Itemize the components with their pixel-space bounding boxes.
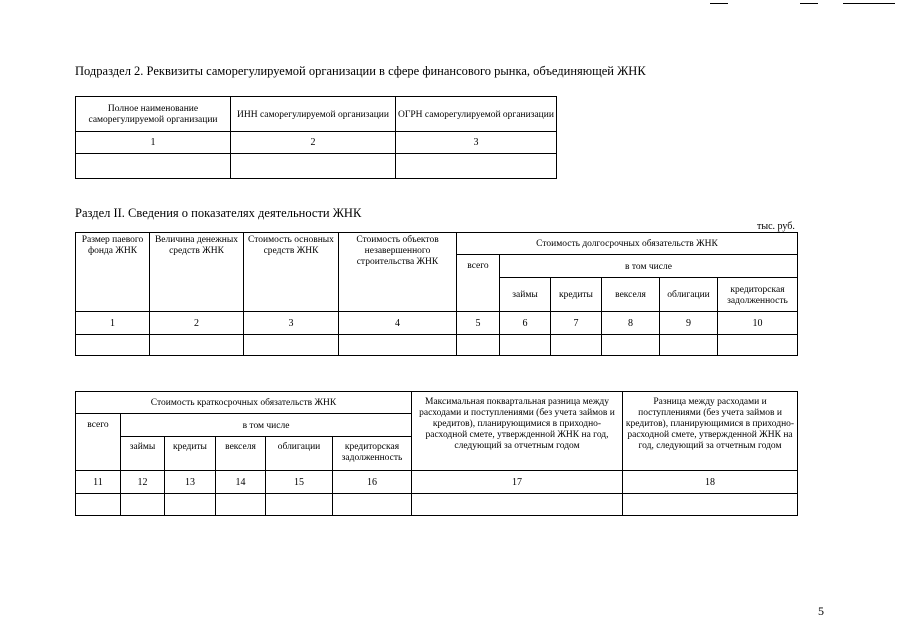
table-row [76, 154, 557, 179]
input-cell[interactable] [660, 335, 718, 356]
header-short-term-liabilities: Стоимость краткосрочных обязательств ЖНК [76, 392, 412, 414]
input-cell[interactable] [718, 335, 798, 356]
header-long-including: в том числе [500, 255, 798, 278]
header-long-total: всего [457, 255, 500, 312]
column-number: 12 [121, 471, 165, 494]
input-cell[interactable] [500, 335, 551, 356]
input-cell[interactable] [76, 335, 150, 356]
input-cell[interactable] [602, 335, 660, 356]
input-cell-sro-inn[interactable] [231, 154, 396, 179]
input-cell[interactable] [339, 335, 457, 356]
input-cell[interactable] [551, 335, 602, 356]
column-number: 6 [500, 312, 551, 335]
column-number: 11 [76, 471, 121, 494]
page-number: 5 [818, 604, 824, 618]
header-sro-name: Полное наименование саморегулируемой организации [76, 97, 231, 132]
column-number: 3 [396, 132, 557, 154]
header-fixed-assets: Стоимость основных средств ЖНК [244, 233, 339, 312]
header-expense-income-diff: Разница между расходами и поступлениями (без учета займов и кредитов), планирующимися в приходно-расходной смете, утвержденной ЖНК на год, следующий за отчетным годом [623, 392, 798, 471]
table-row [76, 132, 557, 154]
table-row [76, 494, 798, 516]
subsection-2-title: Подраздел 2. Реквизиты саморегулируемой организации в сфере финансового рынка, объединяющей ЖНК [75, 64, 646, 78]
input-cell[interactable] [76, 494, 121, 516]
input-cell[interactable] [412, 494, 623, 516]
input-cell[interactable] [244, 335, 339, 356]
column-number: 2 [150, 312, 244, 335]
table-row [76, 471, 798, 494]
indicators-table-1 [75, 232, 798, 356]
header-long-bills: векселя [602, 278, 660, 312]
input-cell-sro-name[interactable] [76, 154, 231, 179]
column-number: 17 [412, 471, 623, 494]
column-number: 13 [165, 471, 216, 494]
header-long-credits: кредиты [551, 278, 602, 312]
column-number: 1 [76, 132, 231, 154]
header-long-payables: кредиторская задолженность [718, 278, 798, 312]
table-row [76, 392, 798, 414]
header-long-loans: займы [500, 278, 551, 312]
header-short-total: всего [76, 414, 121, 471]
top-rule-2 [800, 3, 818, 4]
header-short-bonds: облигации [266, 437, 333, 471]
input-cell[interactable] [121, 494, 165, 516]
input-cell[interactable] [150, 335, 244, 356]
header-short-payables: кредиторская задолженность [333, 437, 412, 471]
column-number: 16 [333, 471, 412, 494]
column-number: 5 [457, 312, 500, 335]
header-long-term-liabilities: Стоимость долгосрочных обязательств ЖНК [457, 233, 798, 255]
header-construction: Стоимость объектов незавершенного строительства ЖНК [339, 233, 457, 312]
header-short-credits: кредиты [165, 437, 216, 471]
header-short-loans: займы [121, 437, 165, 471]
column-number: 3 [244, 312, 339, 335]
header-max-quarterly-diff: Максимальная поквартальная разница между расходами и поступлениями (без учета займов и кредитов), планирующимися в приходно-расходной смете, утвержденной ЖНК на год, следующий за отчетным годом [412, 392, 623, 471]
unit-label: тыс. руб. [757, 221, 795, 232]
header-sro-inn: ИНН саморегулируемой организации [231, 97, 396, 132]
column-number: 14 [216, 471, 266, 494]
sro-requisites-table [75, 96, 557, 179]
column-number: 8 [602, 312, 660, 335]
column-number: 4 [339, 312, 457, 335]
header-sro-ogrn: ОГРН саморегулируемой организации [396, 97, 557, 132]
input-cell[interactable] [216, 494, 266, 516]
column-number: 10 [718, 312, 798, 335]
section-2-title: Раздел II. Сведения о показателях деятельности ЖНК [75, 206, 362, 220]
input-cell[interactable] [165, 494, 216, 516]
input-cell-sro-ogrn[interactable] [396, 154, 557, 179]
column-number: 1 [76, 312, 150, 335]
input-cell[interactable] [333, 494, 412, 516]
table-row [76, 335, 798, 356]
column-number: 7 [551, 312, 602, 335]
header-short-bills: векселя [216, 437, 266, 471]
table-row [76, 97, 557, 132]
header-cash: Величина денежных средств ЖНК [150, 233, 244, 312]
header-short-including: в том числе [121, 414, 412, 437]
column-number: 2 [231, 132, 396, 154]
table-row [76, 233, 798, 255]
indicators-table-2 [75, 391, 798, 516]
top-rule-1 [710, 3, 728, 4]
header-long-bonds: облигации [660, 278, 718, 312]
input-cell[interactable] [266, 494, 333, 516]
header-share-fund: Размер паевого фонда ЖНК [76, 233, 150, 312]
column-number: 18 [623, 471, 798, 494]
input-cell[interactable] [623, 494, 798, 516]
column-number: 15 [266, 471, 333, 494]
input-cell[interactable] [457, 335, 500, 356]
column-number: 9 [660, 312, 718, 335]
table-row [76, 312, 798, 335]
top-rule-3 [843, 3, 895, 4]
